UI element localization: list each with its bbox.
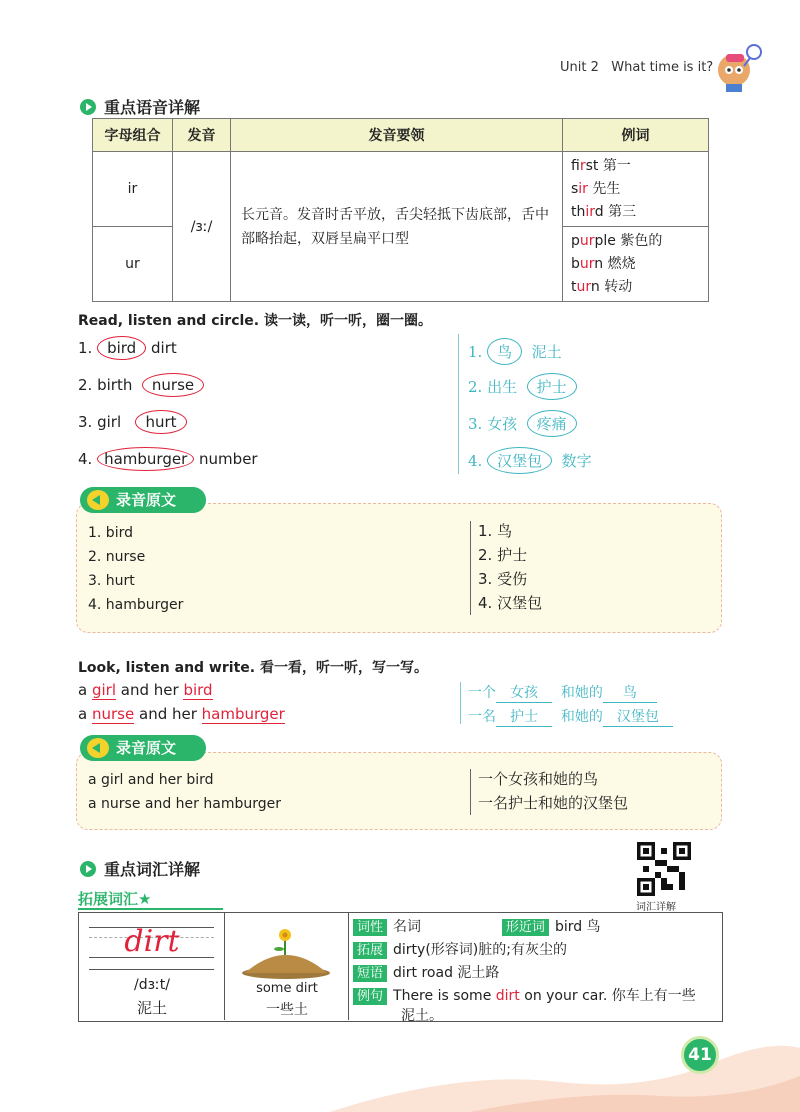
circled-answer: nurse <box>142 373 204 397</box>
image-caption-en: some dirt <box>256 981 318 996</box>
vocab-phonetic: /dɜːt/ <box>134 977 170 993</box>
exercise1-item-2: 2. birth nurse <box>78 373 204 397</box>
write-line-2: a nurse and her hamburger <box>78 705 285 723</box>
table-row <box>93 152 709 227</box>
example-word: first 第一 <box>571 157 631 174</box>
image-caption-cn: 一些土 <box>266 1002 308 1018</box>
answer-item-2: 2. 出生 护士 <box>468 373 577 400</box>
phrase-tag: 短语 <box>353 965 387 982</box>
transcript-en-2: a girl and her bird a nurse and her hamburger <box>88 772 281 812</box>
phonics-table <box>92 118 709 302</box>
header-letter-combo: 字母组合 <box>93 119 173 152</box>
vocab-example-cont: 泥土。 <box>401 1008 443 1024</box>
unit-title: What time is it? <box>611 60 714 75</box>
pos-tag: 词性 <box>353 919 387 936</box>
unit-label: Unit 2 <box>560 60 599 75</box>
exercise1-instruction: Read, listen and circle. 读一读，听一听，圈一圈。 <box>78 313 432 329</box>
circled-answer: bird <box>97 336 146 360</box>
qr-code-icon[interactable] <box>637 842 691 896</box>
exercise1-item-1: 1. bird dirt <box>78 336 177 360</box>
transcript-en-1: 1. bird 2. nurse 3. hurt 4. hamburger <box>88 525 184 613</box>
combo-ir: ir <box>93 152 173 227</box>
vocab-ext-row: 拓展 dirty(形容词)脏的;有灰尘的 <box>353 939 567 959</box>
qr-label: 词汇详解 <box>636 902 676 913</box>
exercise1-item-3: 3. girl hurt <box>78 410 187 434</box>
write-answer-1: 一个 女孩 和她的 鸟 <box>468 682 657 703</box>
transcript-cn-2: 一个女孩和她的鸟 一名护士和她的汉堡包 <box>478 770 629 812</box>
phonics-section-title: 重点语音详解 <box>80 95 200 118</box>
examples-ir <box>563 152 709 227</box>
examples-ur <box>563 227 709 302</box>
vocab-phrase-row: 短语 dirt road 泥土路 <box>353 962 499 982</box>
transcript-badge-1: 录音原文 <box>80 487 206 513</box>
transcript-badge-2: 录音原文 <box>80 735 206 761</box>
word-cell <box>79 913 225 1020</box>
example-word: turn 转动 <box>571 278 633 295</box>
write-line-1: a girl and her bird <box>78 681 213 699</box>
bottom-wave-decoration <box>0 1030 800 1112</box>
transcript-divider-2 <box>470 769 472 815</box>
example-tag: 例句 <box>353 988 387 1005</box>
play-icon <box>80 861 96 877</box>
pronunciation-tip: 长元音。发音时舌平放，舌尖轻抵下齿底部，舌中部略抬起，双唇呈扁平口型 <box>231 152 563 302</box>
subtitle-underline <box>78 908 223 910</box>
example-word: third 第三 <box>571 203 637 220</box>
similar-tag: 形近词 <box>502 919 549 936</box>
circled-answer: hurt <box>135 410 186 434</box>
table-header-row <box>93 119 709 152</box>
write-answer-2: 一名 护士 和她的 汉堡包 <box>468 706 673 727</box>
vocab-word: dirt <box>124 924 180 959</box>
play-icon <box>80 99 96 115</box>
header-pronunciation: 发音 <box>173 119 231 152</box>
vocab-pos-row: 词性 名词 形近词 bird 鸟 <box>353 916 601 936</box>
vocab-subtitle: 拓展词汇★ <box>78 890 152 908</box>
image-cell <box>225 913 349 1020</box>
example-word: sir 先生 <box>571 180 621 197</box>
sound-symbol: /ɜː/ <box>173 152 231 302</box>
answer-divider <box>458 334 460 474</box>
mascot-illustration <box>712 40 768 96</box>
answer-item-1: 1. 鸟 泥土 <box>468 338 562 365</box>
example-word: burn 燃烧 <box>571 255 636 272</box>
vocab-example-row: 例句 There is some dirt on your car. 你车上有一些 <box>353 985 696 1005</box>
page-number: 41 <box>681 1036 719 1074</box>
combo-ur: ur <box>93 227 173 302</box>
answer-item-4: 4. 汉堡包 数字 <box>468 447 592 474</box>
unit-header <box>560 60 713 75</box>
transcript-divider <box>470 521 472 615</box>
header-tips: 发音要领 <box>231 119 563 152</box>
speaker-icon <box>87 738 109 758</box>
answer-item-3: 3. 女孩 疼痛 <box>468 410 577 437</box>
exercise2-instruction: Look, listen and write. 看一看，听一听，写一写。 <box>78 660 428 676</box>
answer-divider-2 <box>460 682 462 724</box>
transcript-cn-1: 1. 鸟 2. 护士 3. 受伤 4. 汉堡包 <box>478 522 543 612</box>
vocab-card <box>78 912 723 1022</box>
example-word: purple 紫色的 <box>571 232 663 249</box>
exercise1-item-4: 4. hamburger number <box>78 447 258 471</box>
ext-tag: 拓展 <box>353 942 387 959</box>
speaker-icon <box>87 490 109 510</box>
vocab-section-title: 重点词汇详解 <box>80 857 200 880</box>
vocab-meaning: 泥土 <box>136 999 167 1017</box>
circled-answer: hamburger <box>97 447 194 471</box>
header-examples: 例词 <box>563 119 709 152</box>
dirt-mound-illustration <box>241 927 331 979</box>
